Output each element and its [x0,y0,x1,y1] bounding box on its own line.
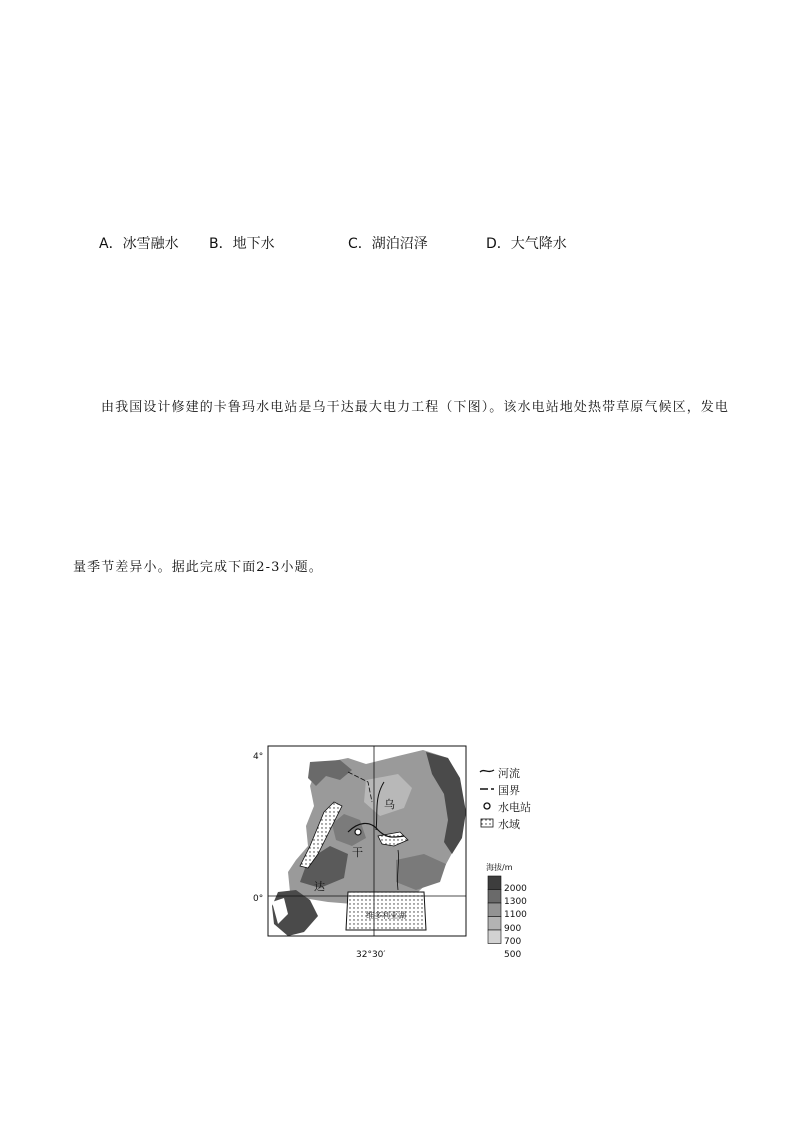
option-b: B．地下水 [209,236,275,252]
elevation-label-700: 700 [504,937,522,947]
option-a: A．冰雪融水 [99,236,179,252]
country-char-1: 乌 [384,798,395,811]
elevation-swatch-700 [488,930,501,944]
lake-label: 维多利亚湖 [366,911,406,920]
elevation-swatch-1300 [488,890,501,904]
elevation-swatch-900 [488,917,501,931]
legend-river-label: 河流 [498,767,520,780]
water-area-icon [481,819,493,827]
country-char-3: 达 [314,880,325,893]
lon-label: 32°30′ [356,950,386,960]
elevation-title: 海拔/m [486,863,513,872]
terrain [272,750,466,936]
elevation-label-2000: 2000 [504,884,527,894]
passage-line-2: 量季节差异小。据此完成下面2-3小题。 [73,560,323,575]
country-char-2: 干 [352,846,363,859]
river-icon [480,770,494,772]
elevation-label-1100: 1100 [504,910,527,920]
legend-border-label: 国界 [498,784,520,797]
hydropower-station-icon [484,803,490,809]
lat-0-label: 0° [253,894,264,904]
elevation-swatch-1100 [488,903,501,917]
legend-water-label: 水域 [498,818,520,831]
elevation-legend [486,862,527,960]
lat-4-label: 4° [253,752,264,762]
passage-line-1: 由我国设计修建的卡鲁玛水电站是乌干达最大电力工程（下图）。该水电站地处热带草原气候区，发电 [101,400,730,415]
legend-station-label: 水电站 [498,801,531,814]
elevation-label-1300: 1300 [504,897,527,907]
elevation-label-900: 900 [504,924,522,934]
elevation-swatch-2000 [488,876,501,890]
karuma-hydropower-station [355,829,361,835]
option-c: C．湖泊沼泽 [348,236,428,252]
elevation-label-500: 500 [504,950,522,960]
uganda-elevation-map [248,742,538,967]
option-d: D．大气降水 [486,236,567,252]
legend [480,766,531,831]
